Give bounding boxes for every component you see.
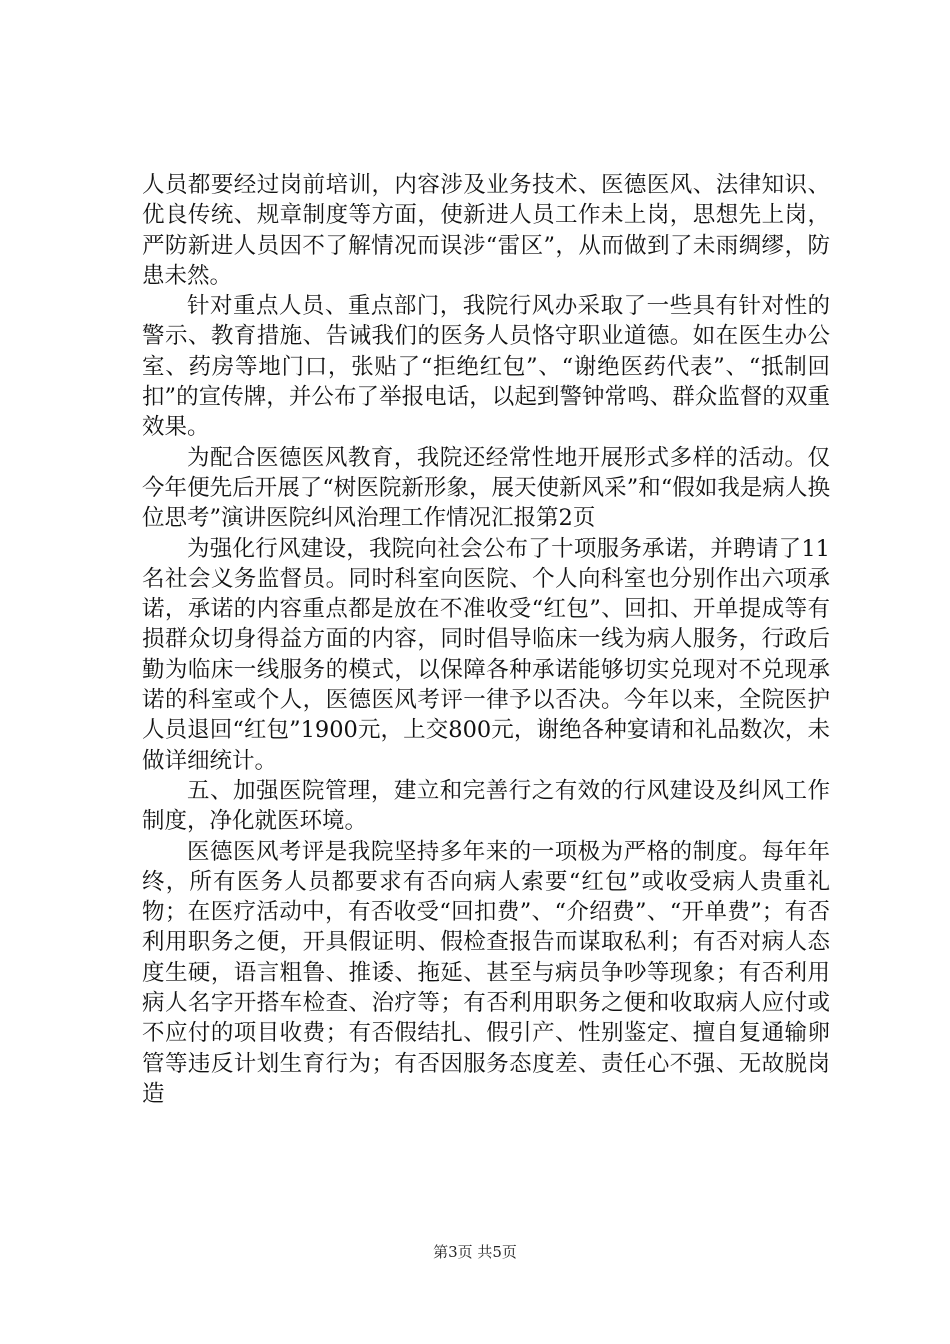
paragraph-3: 为配合医德医风教育，我院还经常性地开展形式多样的活动。仅今年便先后开展了“树医院新形象，展天使新风采”和“假如我是病人换位思考”演讲医院纠风治理工作情况汇报第2页 [142,444,830,532]
paragraph-4: 为强化行风建设，我院向社会公布了十项服务承诺，并聘请了11名社会义务监督员。同时科室向医院、个人向科室也分别作出六项承诺，承诺的内容重点都是放在不准收受“红包”、回扣、开单提成等有损群众切身得益方面的内容，同时倡导临床一线为病人服务，行政后勤为临床一线服务的模式，以保障各种承诺能够切实兑现对不兑现承诺的科室或个人，医德医风考评一律予以否决。今年以来，全院医护人员退回“红包”1900元，上交800元，谢绝各种宴请和礼品数次，未做详细统计。 [142,535,830,774]
paragraph-1: 人员都要经过岗前培训，内容涉及业务技术、医德医风、法律知识、优良传统、规章制度等方面，使新进人员工作未上岗，思想先上岗，严防新进人员因不了解情况而误涉“雷区”，从而做到了未雨绸缪，防患未然。 [142,172,830,289]
paragraph-2: 针对重点人员、重点部门，我院行风办采取了一些具有针对性的警示、教育措施、告诫我们的医务人员恪守职业道德。如在医生办公室、药房等地门口，张贴了“拒绝红包”、“谢绝医药代表”、“抵制回扣”的宣传牌，并公布了举报电话，以起到警钟常鸣、群众监督的双重效果。 [142,293,830,441]
paragraph-6: 医德医风考评是我院坚持多年来的一项极为严格的制度。每年年终，所有医务人员都要求有否向病人索要“红包”或收受病人贵重礼物；在医疗活动中，有否收受“回扣费”、“介绍费”、“开单费”；有否利用职务之便，开具假证明、假检查报告而谋取私利；有否对病人态度生硬，语言粗鲁、推诿、拖延、甚至与病员争吵等现象；有否利用病人名字开搭车检查、治疗等；有否利用职务之便和收取病人应付或不应付的项目收费；有否假结扎、假引产、性别鉴定、擅自复通输卵管等违反计划生育行为；有否因服务态度差、责任心不强、无故脱岗造 [142,838,830,1107]
page-footer: 第3页 共5页 [433,1243,517,1261]
paragraph-5: 五、加强医院管理，建立和完善行之有效的行风建设及纠风工作制度，净化就医环境。 [142,777,830,835]
document-body [142,170,830,1109]
